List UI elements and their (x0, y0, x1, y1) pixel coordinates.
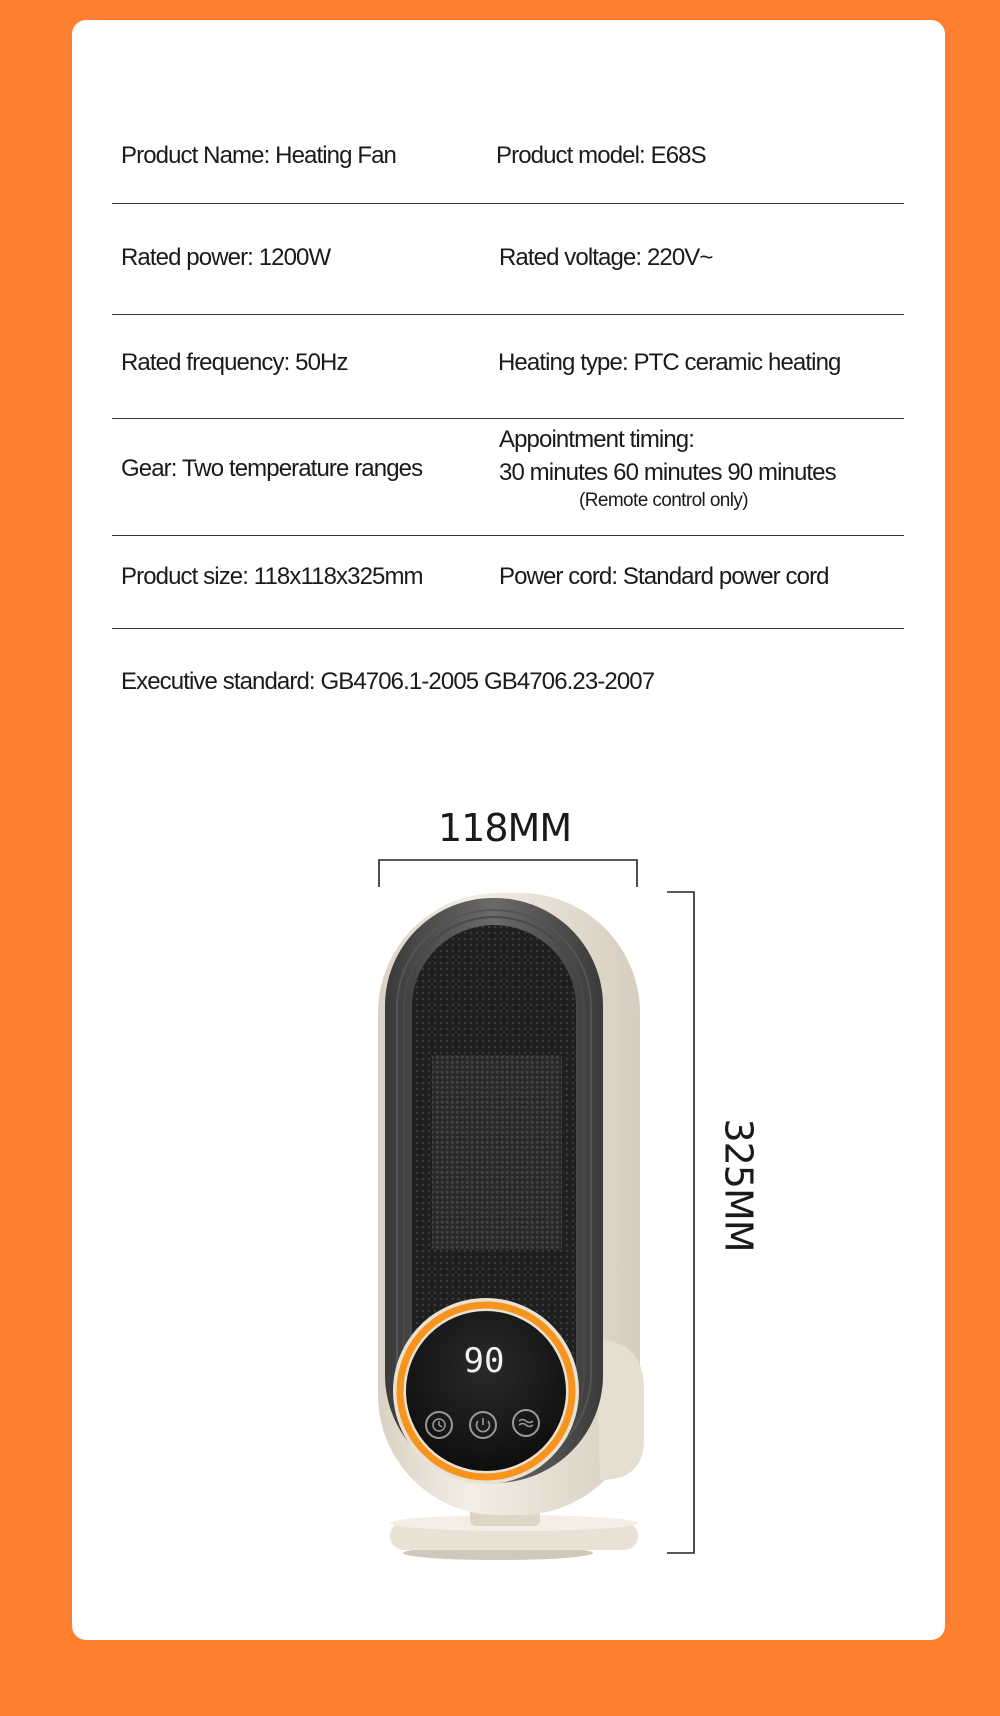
width-dimension-label: 118MM (438, 806, 572, 850)
spec-rated-frequency: Rated frequency: 50Hz (121, 349, 348, 376)
appointment-timing-note: (Remote control only) (579, 490, 749, 511)
spec-executive-standard: Executive standard: GB4706.1-2005 GB4706.23-2007 (121, 668, 655, 695)
height-dimension-line (667, 892, 694, 1553)
spec-rated-power: Rated power: 1200W (121, 244, 331, 271)
side-handle (596, 1340, 644, 1480)
spec-product-model: Product model: E68S (496, 142, 706, 169)
display-value: 90 (463, 1341, 505, 1381)
spec-rated-voltage: Rated voltage: 220V~ (499, 244, 713, 271)
appointment-timing-options: 30 minutes 60 minutes 90 minutes (499, 459, 836, 486)
width-dimension-line (379, 860, 637, 887)
appointment-timing-title: Appointment timing: (499, 426, 695, 453)
spec-heating-type: Heating type: PTC ceramic heating (498, 349, 841, 376)
spec-power-cord: Power cord: Standard power cord (499, 563, 829, 590)
height-dimension-label: 325MM (716, 1118, 761, 1252)
spec-gear: Gear: Two temperature ranges (121, 455, 423, 482)
spec-product-name: Product Name: Heating Fan (121, 142, 396, 169)
control-screen (406, 1311, 566, 1471)
spec-product-size: Product size: 118x118x325mm (121, 563, 423, 590)
ceramic-element (432, 1055, 562, 1250)
